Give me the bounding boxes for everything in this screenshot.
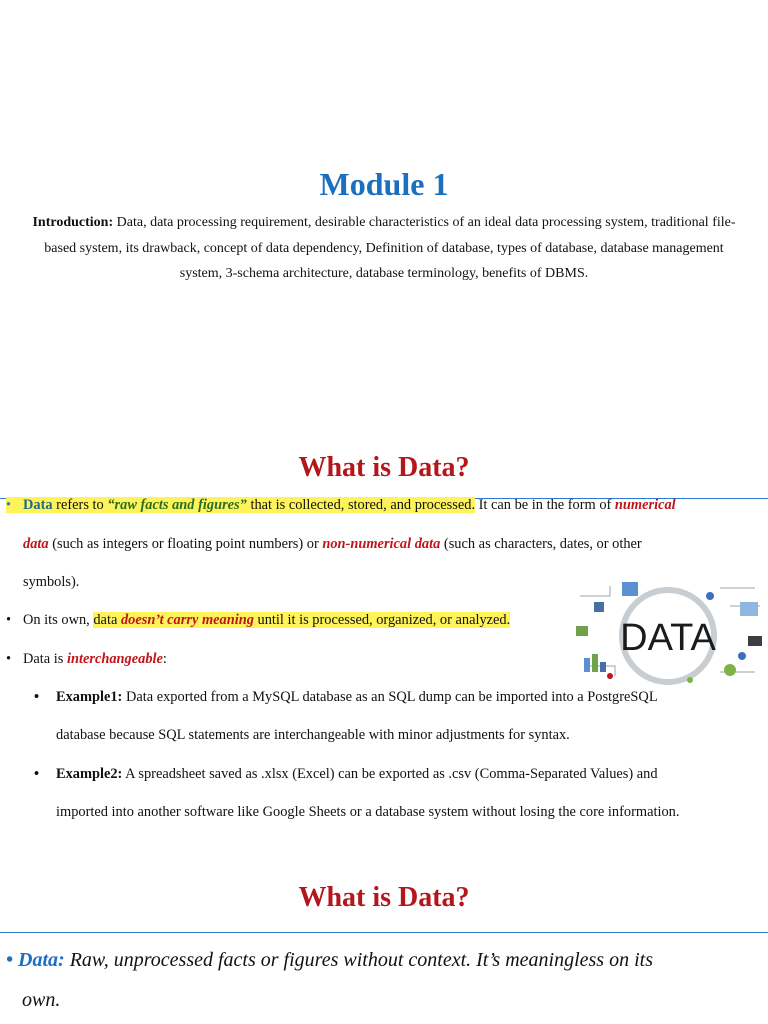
- term-no-meaning: doesn’t carry meaning: [120, 612, 254, 628]
- bullet-2: [6, 612, 510, 629]
- bullet-icon: •: [6, 497, 12, 513]
- text: A spreadsheet saved as .xlsx (Excel) can be exported as .csv (Comma-Separated Values) and: [122, 766, 658, 782]
- intro-label: Introduction:: [32, 215, 114, 230]
- text: Data exported from a MySQL database as an SQL dump can be imported into a PostgreSQL: [122, 689, 658, 705]
- term-interchangeable: interchangeable: [66, 651, 163, 667]
- example1-line-2: database because SQL statements are interchangeable with minor adjustments for syntax.: [56, 727, 570, 743]
- text: refers to: [52, 497, 108, 513]
- example1-label: Example1:: [56, 689, 123, 705]
- text: (such as characters, dates, or other: [440, 536, 642, 552]
- definition-paragraph: [6, 940, 756, 1020]
- title-divider: [0, 932, 768, 933]
- text: that is collected, stored, and processed.: [246, 497, 476, 513]
- term-non-numerical: non-numerical data: [322, 536, 441, 552]
- quote-raw-facts: “raw facts and figures”: [107, 497, 247, 513]
- slide-title: What is Data?: [298, 452, 470, 483]
- data-word: DATA: [620, 617, 716, 659]
- sub-bullet-icon: •: [34, 689, 40, 705]
- term-data: Data:: [18, 949, 65, 971]
- definition-line-1: [6, 940, 756, 980]
- term-data: Data: [23, 497, 53, 513]
- bullet-line-2: [23, 536, 642, 553]
- intro-text: Data, data processing requirement, desirable characteristics of an ideal data processing system, traditional file-based system, its drawback, concept of data dependency, Definition of database, types of database, database management system, 3-schema architecture, database terminology, benefits of DBMS.: [44, 215, 736, 281]
- example1-line-1: [34, 689, 658, 706]
- sub-bullet-icon: •: [34, 766, 40, 782]
- data-illustration: [570, 576, 766, 688]
- bullet-line-3: symbols).: [23, 574, 80, 590]
- text: (such as integers or floating point numbers) or: [48, 536, 323, 552]
- example2-line-1: [34, 766, 658, 783]
- intro-paragraph: [30, 210, 738, 287]
- term-data-cont: data: [23, 536, 49, 552]
- text: On its own,: [23, 612, 94, 628]
- text: Data is: [23, 651, 67, 667]
- module-title: Module 1: [319, 166, 449, 202]
- text: :: [162, 651, 167, 667]
- example2-line-2: imported into another software like Google Sheets or a database system without losing the core information.: [56, 804, 680, 820]
- example2-label: Example2:: [56, 766, 123, 782]
- slide-module-intro: [0, 0, 768, 430]
- text: It can be in the form of: [475, 497, 615, 513]
- bullet-icon: •: [6, 949, 19, 971]
- bullet-icon: •: [6, 651, 12, 667]
- definition-line-2: own.: [22, 989, 61, 1011]
- text: data: [93, 612, 121, 628]
- bullet-3: [6, 651, 167, 668]
- bullet-line-1: [6, 497, 676, 514]
- slide-what-is-data: [0, 430, 768, 840]
- db-icon: [622, 582, 638, 596]
- definition-text: Raw, unprocessed facts or figures without context. It’s meaningless on its: [64, 949, 653, 971]
- text: until it is processed, organized, or analyzed.: [253, 612, 511, 628]
- term-numerical: numerical: [614, 497, 676, 513]
- bullet-icon: •: [6, 612, 12, 628]
- slide-what-is-data-2: [0, 840, 768, 1024]
- slide-title: What is Data?: [298, 882, 470, 913]
